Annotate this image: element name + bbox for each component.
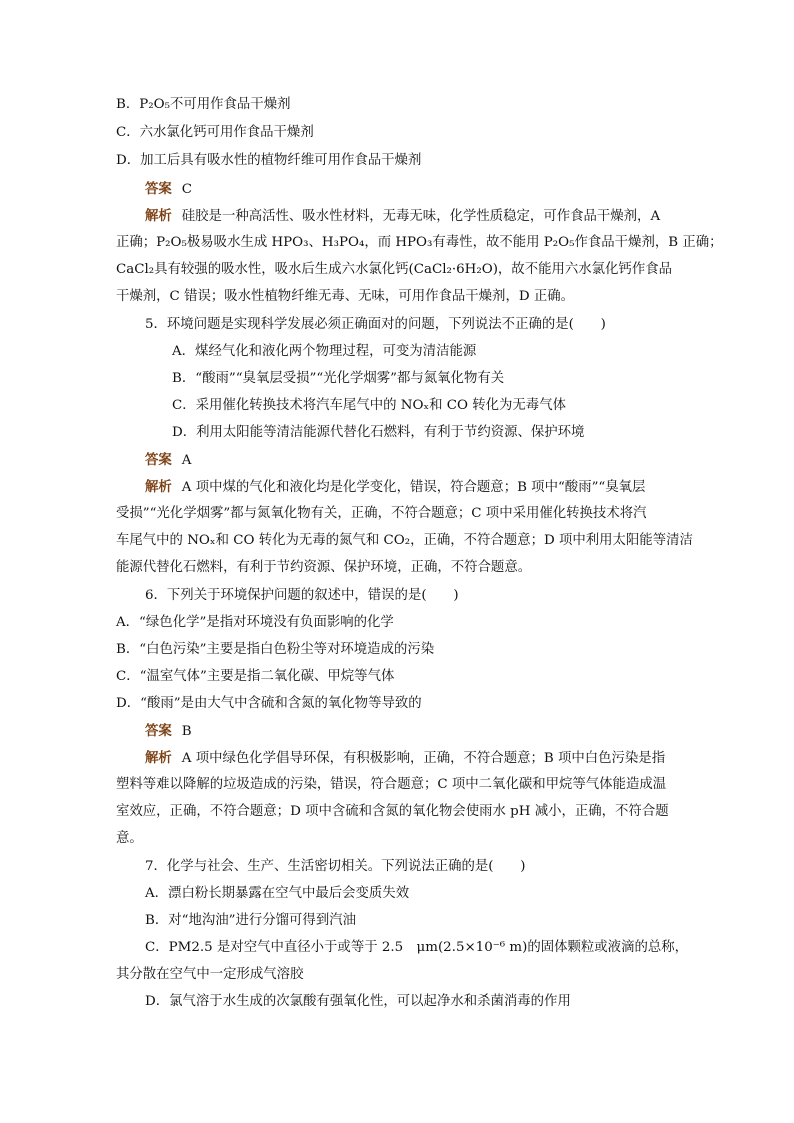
q5-analysis-line-3: 车尾气中的 NOₓ和 CO 转化为无毒的氮气和 CO₂，正确，不符合题意；D 项中利用太阳能等清洁 <box>116 533 693 548</box>
q7-option-c-line-2: 其分散在空气中一定形成气溶胶 <box>116 967 304 982</box>
q7-option-d: D．氯气溶于水生成的次氯酸有强氧化性，可以起净水和杀菌消毒的作用 <box>145 994 571 1009</box>
q4-option-b: B．P₂O₅不可用作食品干燥剂 <box>116 97 291 112</box>
q6-option-d: D．“酸雨”是由大气中含硫和含氮的氧化物等导致的 <box>116 696 422 711</box>
q5-analysis-line-1: 解析 A 项中煤的气化和液化均是化学变化，错误，符合题意；B 项中“酸雨”“臭氧层 <box>145 479 646 495</box>
q6-option-b: B．“白色污染”主要是指白色粉尘等对环境造成的污染 <box>116 642 435 657</box>
answer-value: B <box>181 724 192 739</box>
q6-analysis-line-4: 意。 <box>116 831 143 846</box>
q5-stem: 5．环境问题是实现科学发展必须正确面对的问题，下列说法不正确的是( ) <box>145 317 606 332</box>
q5-option-c: C．采用催化转换技术将汽车尾气中的 NOₓ和 CO 转化为无毒气体 <box>172 398 566 413</box>
answer-label: 答案 <box>145 181 172 197</box>
q7-option-b: B．对“地沟油”进行分馏可得到汽油 <box>145 913 356 928</box>
q4-option-d: D．加工后具有吸水性的植物纤维可用作食品干燥剂 <box>116 153 422 168</box>
analysis-label: 解析 <box>145 750 172 766</box>
answer-value: C <box>181 182 193 197</box>
q5-analysis-line-2: 受损”“光化学烟雾”都与氮氧化物有关，正确，不符合题意；C 项中采用催化转换技术将汽 <box>116 506 647 521</box>
q4-option-c: C．六水氯化钙可用作食品干燥剂 <box>116 125 314 140</box>
q6-option-a: A．“绿色化学”是指对环境没有负面影响的化学 <box>116 615 394 630</box>
q7-stem: 7．化学与社会、生产、生活密切相关。下列说法正确的是( ) <box>145 859 526 874</box>
q4-analysis-line-3: CaCl₂具有较强的吸水性，吸水后生成六水氯化钙(CaCl₂·6H₂O)，故不能用六水氯化钙作食品 <box>116 262 672 277</box>
answer-label: 答案 <box>145 723 172 739</box>
q6-analysis-line-3: 室效应，正确，不符合题意；D 项中含硫和含氮的氧化物会使雨水 pH 减小，正确，不符合题 <box>116 804 669 819</box>
q7-option-a: A．漂白粉长期暴露在空气中最后会变质失效 <box>145 886 410 901</box>
analysis-label: 解析 <box>145 479 172 495</box>
q6-stem: 6．下列关于环境保护问题的叙述中，错误的是( ) <box>145 588 459 603</box>
q6-analysis-line-2: 塑料等难以降解的垃圾造成的污染，错误，符合题意；C 项中二氧化碳和甲烷等气体能造成温 <box>116 777 667 792</box>
q4-answer <box>145 180 715 199</box>
q5-option-d: D．利用太阳能等清洁能源代替化石燃料，有利于节约资源、保护环境 <box>172 425 585 440</box>
answer-label: 答案 <box>145 452 172 468</box>
q5-option-b: B．“酸雨”“臭氧层受损”“光化学烟雾”都与氮氧化物有关 <box>172 371 505 386</box>
analysis-label: 解析 <box>145 208 172 224</box>
q4-analysis-line-2: 正确；P₂O₅极易吸水生成 HPO₃、H₃PO₄，而 HPO₃有毒性，故不能用 P₂O₅作食品干燥剂，B 正确； <box>116 235 723 250</box>
q6-analysis-line-1: 解析 A 项中绿色化学倡导环保，有积极影响，正确，不符合题意；B 项中白色污染是指 <box>145 750 666 766</box>
q5-option-a: A．煤经气化和液化两个物理过程，可变为清洁能源 <box>172 344 477 359</box>
q6-option-c: C．“温室气体”主要是指二氧化碳、甲烷等气体 <box>116 669 395 684</box>
answer-value: A <box>181 453 192 468</box>
q4-analysis-line-1: 解析 硅胶是一种高活性、吸水性材料，无毒无味，化学性质稳定，可作食品干燥剂，A <box>145 208 661 224</box>
q4-analysis-line-4: 干燥剂，C 错误；吸水性植物纤维无毒、无味，可用作食品干燥剂，D 正确。 <box>116 289 574 304</box>
q5-answer <box>145 451 715 470</box>
q5-analysis-line-4: 能源代替化石燃料，有利于节约资源、保护环境，正确，不符合题意。 <box>116 560 532 575</box>
q7-option-c-line-1: C．PM2.5 是对空气中直径小于或等于 2.5 μm(2.5×10⁻⁶ m)的固体颗粒或液滴的总称， <box>145 940 689 955</box>
q6-answer <box>145 722 715 741</box>
